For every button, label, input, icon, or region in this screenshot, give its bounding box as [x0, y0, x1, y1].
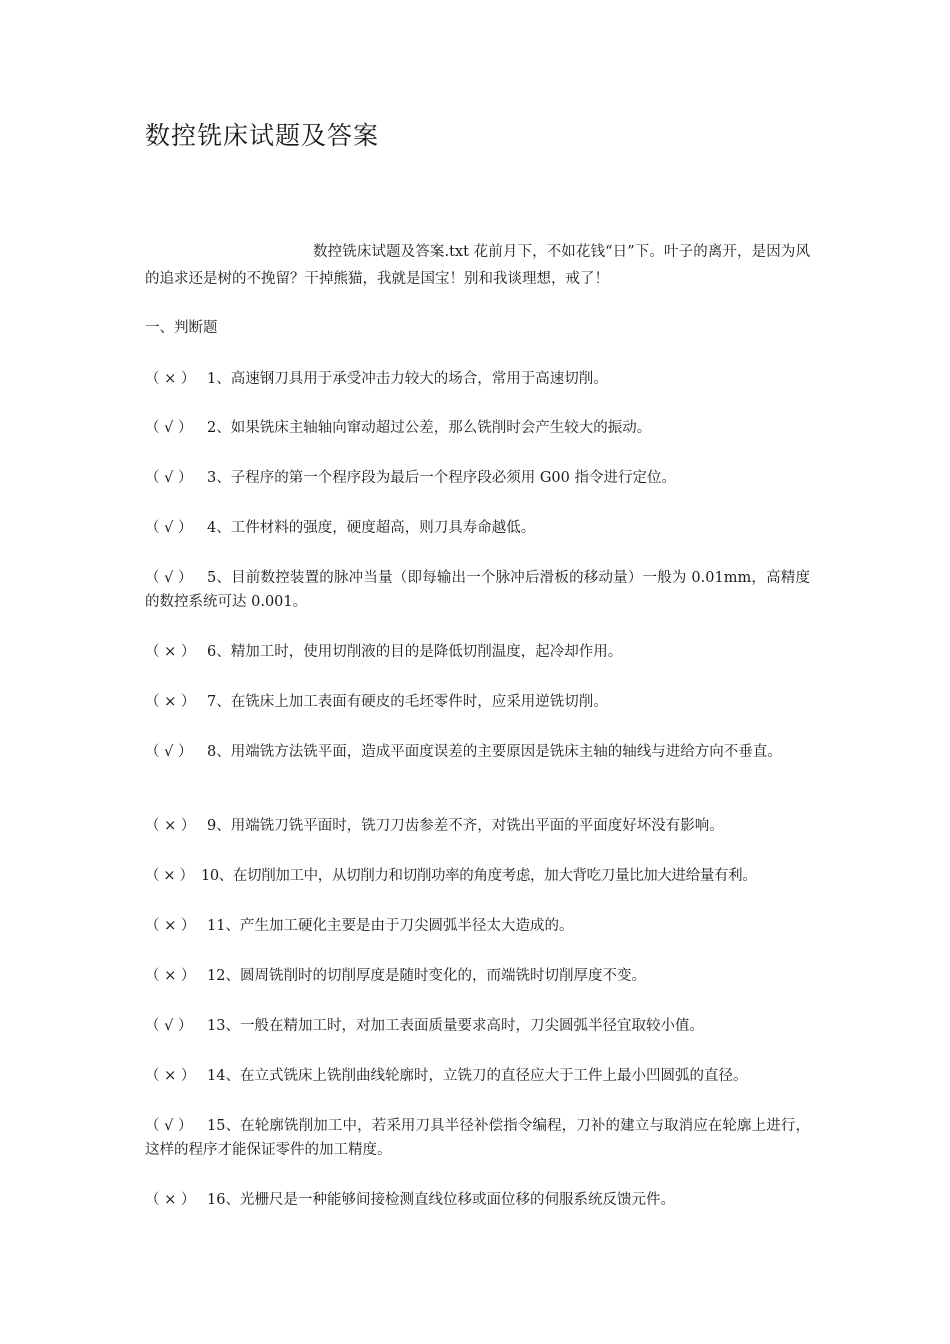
answer-mark: （ × ） — [145, 1068, 196, 1084]
question-text: 10、在切削加工中，从切削力和切削功率的角度考虑，加大背吃刀量比加大进给量有利。 — [201, 868, 757, 884]
section-heading-true-false: 一、判断题 — [145, 320, 218, 336]
answer-mark: （ × ） — [145, 968, 196, 984]
question-item — [145, 516, 810, 540]
question-item — [145, 1064, 810, 1088]
question-text: 7、在铣床上加工表面有硬皮的毛坯零件时，应采用逆铣切削。 — [207, 694, 608, 710]
question-item — [145, 1114, 810, 1162]
answer-mark: （ √ ） — [145, 470, 193, 486]
question-text: 6、精加工时，使用切削液的目的是降低切削温度，起冷却作用。 — [207, 644, 623, 660]
answer-mark: （ × ） — [145, 868, 194, 884]
question-text: 8、用端铣方法铣平面，造成平面度误差的主要原因是铣床主轴的轴线与进给方向不垂直。 — [207, 744, 782, 760]
answer-mark: （ × ） — [145, 818, 196, 834]
question-text: 4、工件材料的强度，硬度超高，则刀具寿命越低。 — [207, 520, 536, 536]
question-item — [145, 740, 810, 764]
question-text: 12、圆周铣削时的切削厚度是随时变化的，而端铣时切削厚度不变。 — [207, 968, 646, 984]
question-item — [145, 814, 810, 838]
question-text: 3、子程序的第一个程序段为最后一个程序段必须用 G00 指令进行定位。 — [207, 470, 676, 486]
answer-mark: （ √ ） — [145, 420, 193, 436]
document-title: 数控铣床试题及答案 — [145, 121, 380, 150]
question-text: 5、目前数控装置的脉冲当量（即每输出一个脉冲后滑板的移动量）一般为 0.01mm，高精度的数控系统可达 0.001。 — [145, 570, 810, 610]
question-text: 13、一般在精加工时，对加工表面质量要求高时，刀尖圆弧半径宜取较小值。 — [207, 1018, 704, 1034]
question-item — [145, 367, 810, 391]
question-text: 14、在立式铣床上铣削曲线轮廓时，立铣刀的直径应大于工件上最小凹圆弧的直径。 — [207, 1068, 748, 1084]
question-text: 16、光栅尺是一种能够间接检测直线位移或面位移的伺服系统反馈元件。 — [207, 1192, 675, 1208]
answer-mark: （ √ ） — [145, 1118, 193, 1134]
answer-mark: （ √ ） — [145, 744, 193, 760]
question-text: 1、高速钢刀具用于承受冲击力较大的场合，常用于高速切削。 — [207, 371, 608, 387]
question-item — [145, 640, 810, 664]
question-item — [145, 914, 810, 938]
question-item — [145, 864, 810, 888]
question-item — [145, 690, 810, 714]
answer-mark: （ √ ） — [145, 1018, 193, 1034]
question-text: 15、在轮廓铣削加工中，若采用刀具半径补偿指令编程，刀补的建立与取消应在轮廓上进行，这样的程序才能保证零件的加工精度。 — [145, 1118, 810, 1158]
intro-paragraph: 数控铣床试题及答案.txt 花前月下，不如花钱“日”下。叶子的离开，是因为风的追求还是树的不挽留？干掉熊猫，我就是国宝！别和我谈理想，戒了！ — [145, 244, 810, 287]
question-text: 9、用端铣刀铣平面时，铣刀刀齿参差不齐，对铣出平面的平面度好坏没有影响。 — [207, 818, 724, 834]
answer-mark: （ × ） — [145, 694, 196, 710]
question-item — [145, 566, 810, 614]
question-item — [145, 964, 810, 988]
question-text: 11、产生加工硬化主要是由于刀尖圆弧半径太大造成的。 — [207, 918, 574, 934]
answer-mark: （ × ） — [145, 644, 196, 660]
answer-mark: （ √ ） — [145, 570, 193, 586]
question-item — [145, 466, 810, 490]
question-item — [145, 1188, 810, 1212]
answer-mark: （ × ） — [145, 918, 196, 934]
answer-mark: （ √ ） — [145, 520, 193, 536]
answer-mark: （ × ） — [145, 371, 196, 387]
question-text: 2、如果铣床主轴轴向窜动超过公差，那么铣削时会产生较大的振动。 — [207, 420, 652, 436]
question-item — [145, 416, 810, 440]
question-item — [145, 1014, 810, 1038]
answer-mark: （ × ） — [145, 1192, 196, 1208]
